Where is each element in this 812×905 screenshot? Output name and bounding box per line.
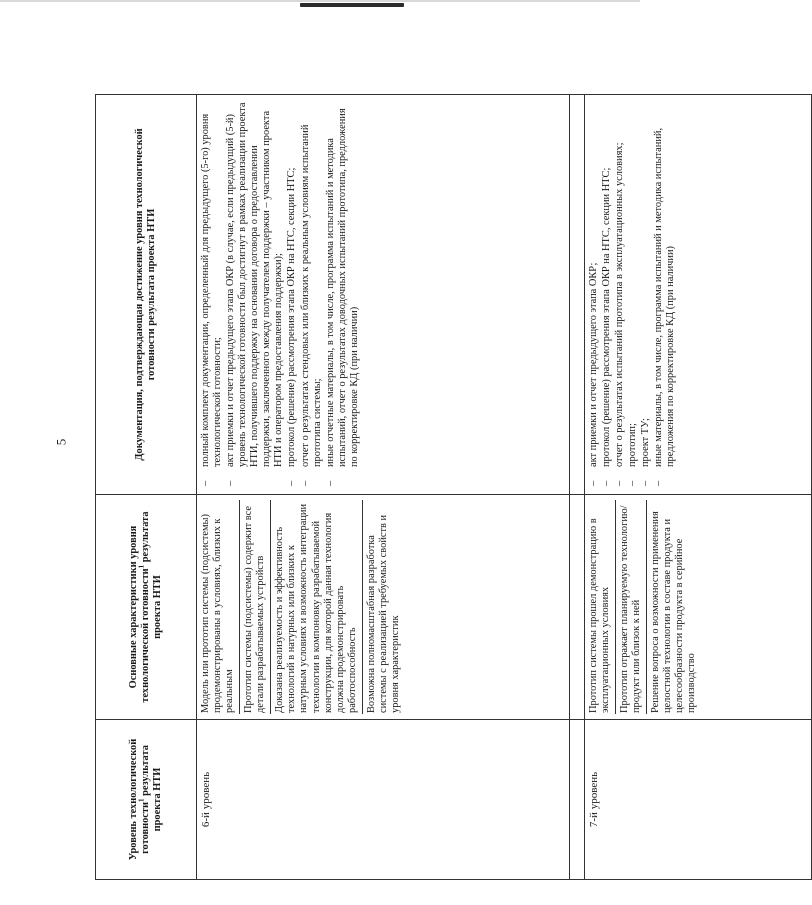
rotated-table-wrapper — [95, 95, 698, 880]
document-item: – протокол (решение) рассмотрения этапа ОКР на НТС, секции НТС; — [601, 100, 613, 489]
characteristics-cell — [585, 495, 812, 720]
header-documentation: Документация, подтверждающая достижение уровня технологической готовности результата проекта НТИ — [96, 95, 197, 495]
table-row — [197, 95, 570, 880]
documents-cell — [585, 95, 812, 495]
characteristic-item: Прототип отражает планируемую технологию/продукт или близок к ней — [615, 500, 646, 714]
documents-list — [588, 100, 677, 489]
document-item: – иные отчетные материалы, в том числе, программа испытаний и методика испытаний, отчет о результатах доводочных испытаний прототипа, предложения по корректировке КД (при наличии) — [325, 100, 361, 489]
characteristic-item: Доказана реализуемость и эффективность технологий в натурных или близких к натурным условиях и возможность интеграции технологии в компоновку разрабатываемой конструкции, для которой данная технология должна продемонстрировать работоспособность — [270, 500, 361, 714]
characteristics-cell — [197, 495, 570, 720]
document-item: – проект ТУ; — [640, 100, 652, 489]
scan-top-edge — [0, 0, 640, 2]
documents-cell — [197, 95, 570, 495]
technology-readiness-table — [95, 94, 812, 880]
table-row — [585, 95, 812, 880]
characteristic-item: Модель или прототип системы (подсистемы) продемонстрированы в условиях, близких к реальным — [200, 514, 236, 713]
page-number: 5 — [53, 438, 69, 446]
table-header-row — [96, 95, 197, 880]
level-cell: 6-й уровень — [197, 720, 570, 880]
document-item: – протокол (решение) рассмотрения этапа ОКР на НТС, секции НТС; — [286, 100, 298, 489]
header-level: Уровень технологической готовности$^1$ результата проекта НТИ — [96, 720, 197, 880]
row-separator — [570, 95, 585, 880]
documents-list — [200, 100, 361, 489]
document-item: – акт приемки и отчет предыдущего этапа ОКР (в случае, если предыдущий (5-й) уровень технологической готовности был достигнут в рамках реализации проекта НТИ, получившего поддержку на основании договора о предоставлении поддержки, заключенного между получателем поддержки – участником проекта НТИ и оператором предоставления поддержки); — [225, 100, 285, 489]
document-item: – акт приемки и отчет предыдущего этапа ОКР; — [588, 100, 600, 489]
document-item: – прототип; — [627, 100, 639, 489]
characteristic-item: Возможна полномасштабная разработка системы с реализацией требуемых свойств и уровня характеристик — [362, 500, 405, 714]
document-item: – отчет о результатах стендовых или близких к реальным условиям испытаний прототипа системы; — [300, 100, 324, 489]
header-characteristics: Основные характеристики уровня технологической готовности$^1$ результата проекта НТИ — [96, 495, 197, 720]
level-cell: 7-й уровень — [585, 720, 812, 880]
document-item: – отчет о результатах испытаний прототипа в эксплуатационных условиях; — [614, 100, 626, 489]
document-item: – иные материалы, в том числе, программа испытаний и методика испытаний, предложения по корректировке КД (при наличии) — [653, 100, 677, 489]
characteristic-item: Прототип системы (подсистемы) содержит все детали разрабатываемых устройств — [239, 500, 270, 714]
document-item: – полный комплект документации, определенный для предыдущего (5-го) уровня технологической готовности; — [200, 100, 224, 489]
characteristic-item: Прототип системы прошел демонстрацию в эксплуатационных условиях — [588, 518, 612, 713]
scan-top-mark — [300, 3, 404, 7]
characteristic-item: Решение вопроса о возможности применения целостной технологии в составе продукта и целесообразности продукта в серийное производство — [646, 500, 701, 714]
